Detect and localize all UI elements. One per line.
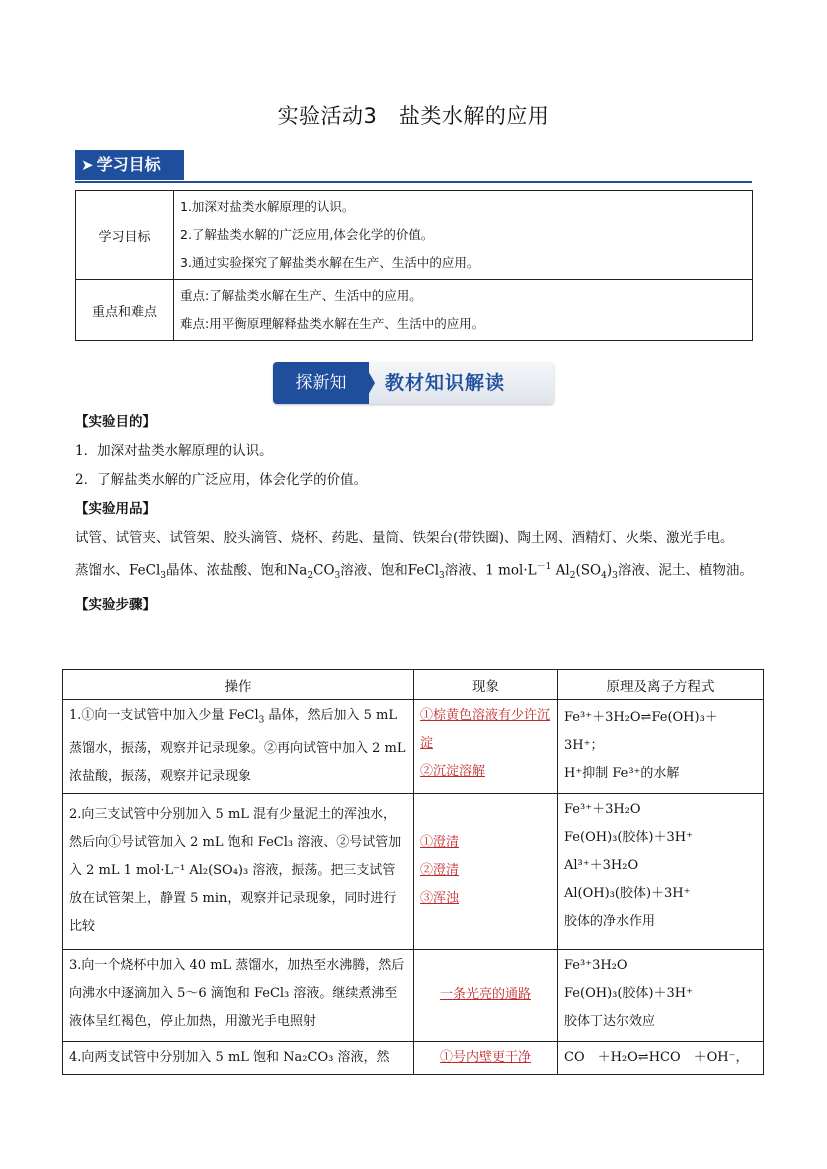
text-fragment: 晶体、浓盐酸、饱和Na (166, 562, 308, 579)
step-principle (558, 700, 764, 794)
text-fragment: ) (606, 562, 613, 579)
table-row (63, 700, 764, 794)
purpose-item: 2．了解盐类水解的广泛应用，体会化学的价值。 (75, 472, 368, 488)
equation: Fe³⁺3H₂O (564, 957, 628, 973)
text-fragment: (SO (575, 562, 602, 579)
table-row (63, 793, 764, 949)
page-title: 实验活动3 盐类水解的应用 (277, 104, 550, 128)
banner-left: 探新知 (273, 362, 369, 404)
answer-text: 一条光亮的通路 (439, 987, 531, 1003)
goals-row (76, 191, 753, 280)
badge-underline (75, 181, 752, 183)
section-badge (75, 150, 184, 180)
text-fragment: Al (555, 562, 570, 579)
header-observation: 现象 (414, 670, 558, 700)
goals-label: 学习目标 (76, 191, 174, 280)
focus-label: 重点和难点 (76, 280, 174, 341)
step-observation (414, 700, 558, 794)
answer-text: ②澄清 (420, 863, 460, 879)
steps-header-row (63, 670, 764, 700)
text-fragment: 溶液、饱和FeCl (340, 562, 440, 579)
text-fragment: 蒸馏水、FeCl (75, 562, 161, 579)
equation: Fe(OH)₃(胶体)＋3H⁺ (564, 829, 693, 845)
focus-row (76, 280, 753, 341)
goals-content (174, 191, 753, 280)
banner-wedge (363, 362, 375, 404)
supplies-heading: 【实验用品】 (75, 501, 156, 517)
focus-content (174, 280, 753, 341)
goal-item: 3.通过实验探究了解盐类水解在生产、生活中的应用。 (180, 255, 480, 270)
text-fragment: 1.①向一支试管中加入少量 FeCl (69, 708, 259, 723)
step-observation (414, 949, 558, 1041)
steps-table (62, 669, 764, 1075)
table-row (63, 949, 764, 1041)
focus-item: 难点:用平衡原理解释盐类水解在生产、生活中的应用。 (180, 316, 485, 331)
equation: H⁺抑制 Fe³⁺的水解 (564, 766, 680, 782)
header-operation: 操作 (63, 670, 414, 700)
banner-right: 教材知识解读 (385, 372, 506, 394)
step-operation: 1.①向一支试管中加入少量 FeCl$_3$ 晶体，然后加入 5 mL 蒸馏水，振荡，观察并记录现象。②再向试管中加入 2 mL 浓盐酸，振荡，观察并记录现象 (63, 700, 414, 794)
equation: 胶体的净水作用 (564, 913, 656, 929)
answer-text: ①号内壁更干净 (439, 1049, 531, 1065)
answer-text: ①棕黄色溶液有少许沉淀 (420, 708, 551, 751)
goal-item: 1.加深对盐类水解原理的认识。 (180, 199, 355, 214)
answer-text: ③浑浊 (420, 891, 460, 907)
text-fragment: 溶液、泥土、植物油。 (617, 562, 753, 579)
section-banner (273, 362, 554, 404)
header-principle: 原理及离子方程式 (558, 670, 764, 700)
purpose-heading: 【实验目的】 (75, 414, 156, 430)
text-fragment: CO (313, 562, 335, 579)
equation: Al³⁺＋3H₂O (564, 857, 639, 873)
steps-heading: 【实验步骤】 (75, 597, 156, 614)
equation: Al(OH)₃(胶体)＋3H⁺ (564, 885, 691, 901)
text-fragment: 溶液、1 mol·L (444, 562, 537, 579)
text-fragment: 晶体，然后加入 5 mL 蒸馏水，振荡，观察并记录现象。②再向试管中加入 2 mL 浓盐酸，振荡，观察并记录现象 (69, 708, 406, 784)
table-row (63, 1041, 764, 1074)
step-observation (414, 1041, 558, 1074)
purpose-section (75, 408, 755, 620)
step-operation: 4.向两支试管中分别加入 5 mL 饱和 Na₂CO₃ 溶液，然 (63, 1041, 414, 1074)
answer-text: ①澄清 (420, 835, 460, 851)
goal-item: 2.了解盐类水解的广泛应用,体会化学的价值。 (180, 227, 434, 242)
answer-text: ②沉淀溶解 (420, 764, 486, 779)
step-principle: CO ＋H₂O⇌HCO ＋OH⁻， (558, 1041, 764, 1074)
equation: 胶体丁达尔效应 (564, 1013, 656, 1029)
arrow-icon: ➤ (81, 156, 94, 174)
supplies-line2: 蒸馏水、FeCl$_3$晶体、浓盐酸、饱和$Na_2CO_3$溶液、饱和FeCl$_3$溶液、1 $mol\cdot L^{-1}$ $Al_2(SO_4)_3$溶液、泥土、植物油。 (75, 562, 753, 582)
equation: Fe³⁺＋3H₂O⇌Fe(OH)₃＋3H⁺； (564, 710, 718, 754)
step-principle (558, 793, 764, 949)
supplies-line1: 试管、试管夹、试管架、胶头滴管、烧杯、药匙、量筒、铁架台(带铁圈)、陶土网、酒精灯、火柴、激光手电。 (75, 530, 734, 546)
step-principle (558, 949, 764, 1041)
step-observation (414, 793, 558, 949)
step-operation: 3.向一个烧杯中加入 40 mL 蒸馏水，加热至水沸腾，然后向沸水中逐滴加入 5～6 滴饱和 FeCl₃ 溶液。继续煮沸至液体呈红褐色，停止加热，用激光手电照射 (63, 949, 414, 1041)
purpose-item: 1．加深对盐类水解原理的认识。 (75, 443, 273, 459)
equation: Fe³⁺＋3H₂O (564, 801, 641, 817)
step-operation: 2.向三支试管中分别加入 5 mL 混有少量泥土的浑浊水，然后向①号试管加入 2 mL 饱和 FeCl₃ 溶液、②号试管加入 2 mL 1 mol·L⁻¹ Al₂(SO₄)₃ 溶液，振荡。把三支试管放在试管架上，静置 5 min，观察并记录现象，同时进行比较 (63, 793, 414, 949)
goals-table (75, 190, 753, 341)
equation: Fe(OH)₃(胶体)＋3H⁺ (564, 985, 693, 1001)
badge-label: 学习目标 (96, 155, 161, 174)
focus-item: 重点:了解盐类水解在生产、生活中的应用。 (180, 288, 422, 303)
